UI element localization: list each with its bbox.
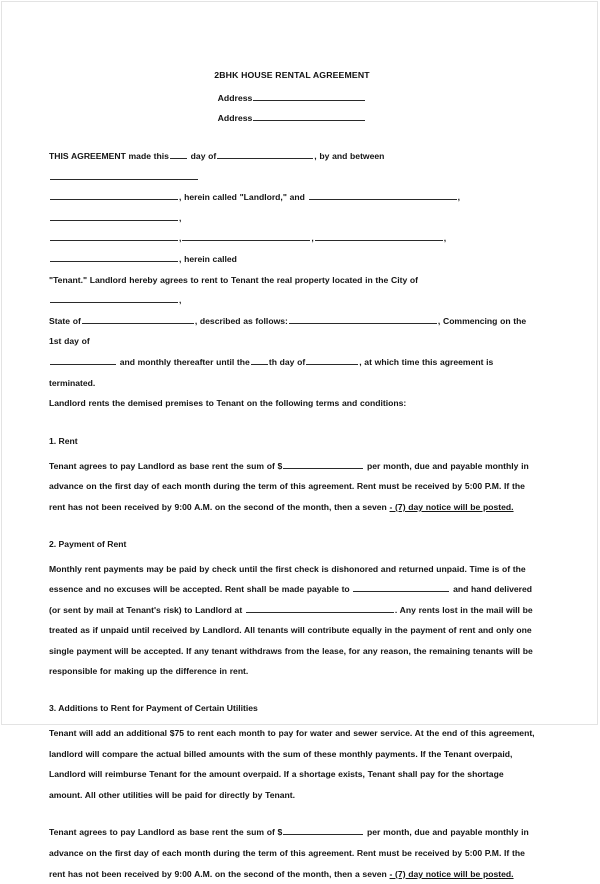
intro-blank-tenant-1[interactable] [309,193,457,200]
rent-text-1: Tenant agrees to pay Landlord as base rent the sum of $ [49,460,283,471]
address-blank-1[interactable] [253,94,365,101]
intro-text-8: , described as follows: [194,315,288,326]
document-body [49,2,535,884]
tail-text-1: Tenant agrees to pay Landlord as base rent the sum of $ [49,827,283,838]
intro-blank-landlord[interactable] [50,193,178,200]
intro-paragraph: THIS AGREEMENT made this day of , by and between , herein called "Landlord," and ,, , , ,, herein called "Tenant." Landlord hereby agrees to rent to Tenant the real property located in the City of, State of , described as follows: , Commencing on the 1st day of and monthly thereafter until the th day of , at which time this agreement is terminated. Landlord rents the demised premises to Tenant on the following terms and conditions: [49,151,527,409]
intro-text-11: th day of [268,356,306,367]
section-heading-utilities: 3. Additions to Rent for Payment of Certain Utilities [49,703,258,714]
intro-text-1: THIS AGREEMENT made this [49,151,169,161]
intro-text-12: , at which time this agreement is terminated. [49,356,494,388]
intro-text-13: Landlord rents the demised premises to Tenant on the following terms and conditions: [49,398,407,409]
tail-paragraph [49,822,535,884]
rent-text-2: per month, due and payable monthly in advance on the first day of each month during the term of this agreement. Rent must be received by 5:00 P.M. If the rent has not been received by 9:00 A.M. on the second of the month, then a seven [49,460,529,512]
intro-blank-tenant-5[interactable] [315,234,443,241]
payment-blank-payable-to[interactable] [353,585,449,592]
rent-notice-underlined: - (7) day notice will be posted. [389,501,514,512]
intro-blank-party-1[interactable] [50,172,198,179]
intro-blank-state[interactable] [82,317,194,324]
section-heading-payment: 2. Payment of Rent [49,538,127,549]
payment-text-2: and hand delivered (or sent by mail at Tenant's risk) to Landlord at [49,584,533,615]
intro-text-5: , herein called [179,253,237,264]
intro-blank-day[interactable] [170,152,187,159]
payment-text-3: . Any rents lost in the mail will be treated as if unpaid until received by Landlord. All tenants will contribute equally in the payment of rent and only one single payment will be accepted. If any tenant withdraws from the lease, for any reason, the remaining tenants will be responsible for making up the difference in rent. [49,604,533,677]
intro-blank-city[interactable] [50,296,178,303]
tail-blank-amount[interactable] [283,828,363,835]
address-line-2 [49,113,535,124]
address-label-2: Address [217,113,253,123]
intro-blank-commence-month[interactable] [50,358,116,365]
address-blank-2[interactable] [253,114,365,121]
tail-notice-underlined: - (7) day notice will be posted. [389,868,514,879]
tail-text-2: per month, due and payable monthly in advance on the first day of each month during the term of this agreement. Rent must be received by 5:00 P.M. If the rent has not been received by 9:00 A.M. on the second of the month, then a seven [49,827,529,879]
address-label-1: Address [217,93,253,103]
section-body-payment [49,559,535,683]
intro-blank-tenant-4[interactable] [182,234,310,241]
section-body-utilities: Tenant will add an additional $75 to rent each month to pay for water and sewer service. At the end of this agreement, landlord will compare the actual billed amounts with the sum of these monthly payments. If the Tenant overpaid, Landlord will reimburse Tenant for the amount overpaid. If a shortage exists, Tenant shall pay for the shortage amount. All other utilities will be paid for directly by Tenant. [49,728,535,800]
section-heading-rent: 1. Rent [49,435,78,446]
intro-text-7: State of [49,315,81,326]
intro-blank-month[interactable] [217,152,313,159]
intro-blank-end-month[interactable] [306,358,358,365]
payment-text-1: Monthly rent payments may be paid by check until the first check is dishonored and returned unpaid. Time is of the essence and no excuses will be accepted. Rent shall be made payable to [49,563,526,595]
section-body-rent [49,456,535,518]
intro-blank-tenant-2[interactable] [50,214,178,221]
rent-blank-amount[interactable] [283,462,363,469]
intro-text-10: and monthly thereafter until the [119,356,250,367]
intro-text-4: , herein called "Landlord," and [179,192,305,203]
intro-text-3: , by and between [314,151,385,161]
document-page [1,1,598,879]
address-line-1 [49,93,535,104]
intro-text-2: day of [190,151,217,161]
intro-blank-end-day[interactable] [251,358,268,365]
payment-blank-address[interactable] [246,606,394,613]
intro-text-9: , Commencing on the 1st day of [49,315,527,347]
intro-text-6: "Tenant." Landlord hereby agrees to rent to Tenant the real property located in the City of [49,274,419,285]
intro-blank-tenant-3[interactable] [50,234,178,241]
intro-blank-tenant-6[interactable] [50,255,178,262]
page-title: 2BHK HOUSE RENTAL AGREEMENT [214,70,370,80]
intro-blank-description[interactable] [289,317,437,324]
